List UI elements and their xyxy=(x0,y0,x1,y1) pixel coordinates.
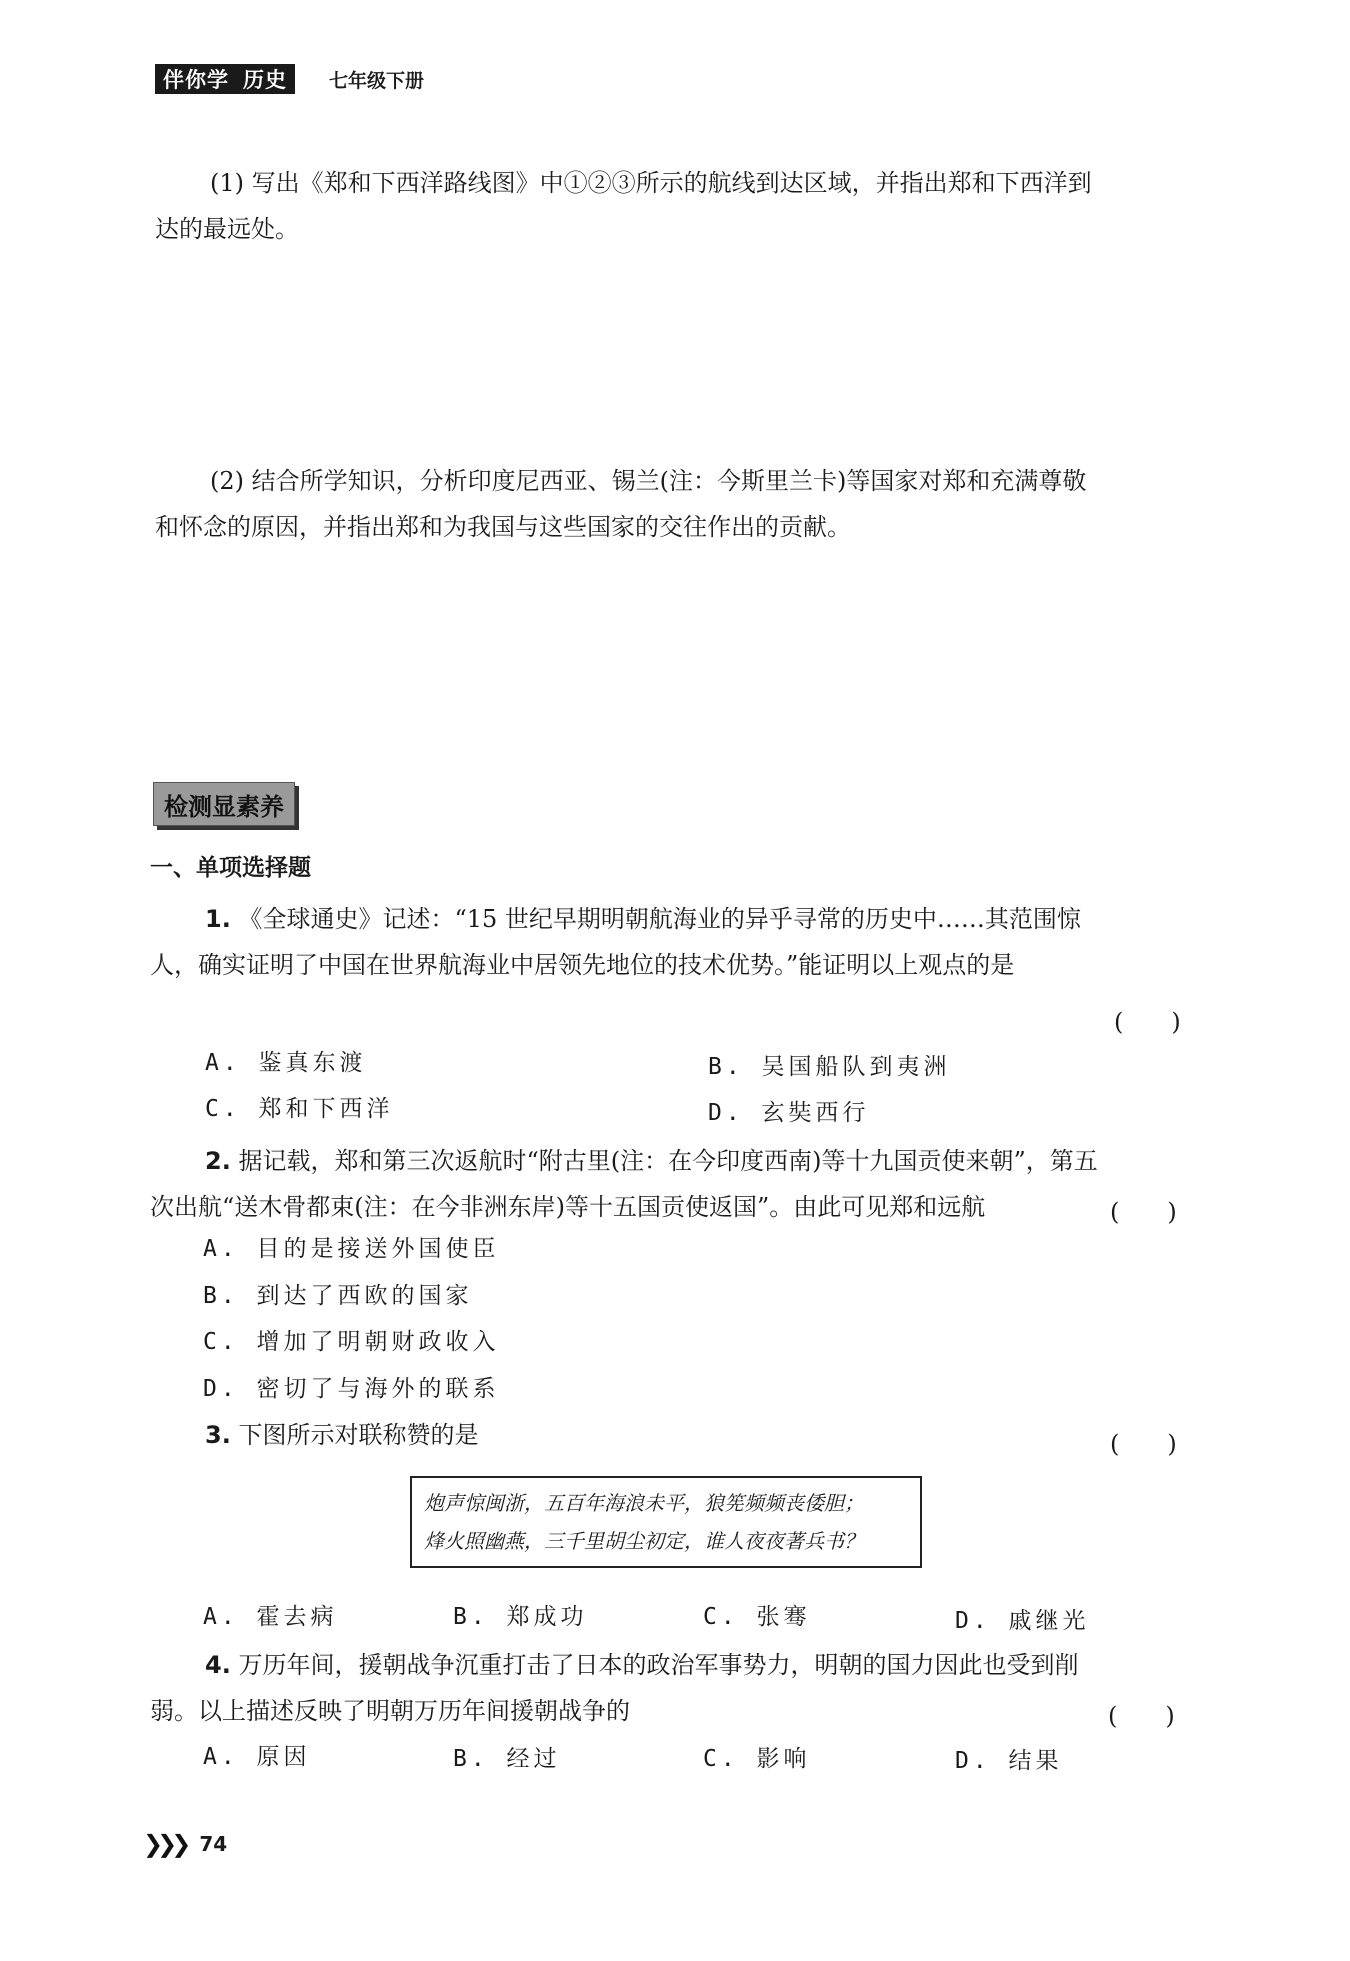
question-3 xyxy=(150,1412,1210,1458)
question-1-line1: 《全球通史》记述：“15 世纪早期明朝航海业的异乎寻常的历史中……其范围惊 xyxy=(238,905,1081,933)
sub-question-2-line2: 和怀念的原因，并指出郑和为我国与这些国家的交往作出的贡献。 xyxy=(155,513,851,541)
sub-question-1-line2: 达的最远处。 xyxy=(155,215,299,243)
couplet-box xyxy=(410,1476,922,1568)
question-2-answer-paren[interactable]: ( ) xyxy=(1110,1198,1177,1226)
question-4-number: 4. xyxy=(205,1651,231,1679)
sub-question-1-line1: (1) 写出《郑和下西洋路线图》中①②③所示的航线到达区域，并指出郑和下西洋到 xyxy=(210,169,1092,197)
question-2-option-c[interactable]: C. 增加了明朝财政收入 xyxy=(203,1329,500,1355)
question-3-number: 3. xyxy=(205,1421,231,1449)
question-2-line1: 据记载，郑和第三次返航时“附古里(注：在今印度西南)等十九国贡使来朝”，第五 xyxy=(238,1147,1098,1175)
sub-question-2-line1: (2) 结合所学知识，分析印度尼西亚、锡兰(注：今斯里兰卡)等国家对郑和充满尊敬 xyxy=(210,467,1087,495)
question-4-option-c[interactable]: C. 影响 xyxy=(703,1746,811,1772)
question-3-line1: 下图所示对联称赞的是 xyxy=(238,1421,479,1449)
header-series-box xyxy=(155,64,295,94)
question-4-option-a[interactable]: A. 原因 xyxy=(203,1744,311,1770)
sub-question-2 xyxy=(155,458,1215,550)
question-4 xyxy=(150,1642,1210,1734)
page-number: 74 xyxy=(199,1832,228,1856)
question-4-answer-paren[interactable]: ( ) xyxy=(1108,1702,1175,1730)
question-1-answer-paren[interactable]: ( ) xyxy=(1114,1008,1181,1036)
section-tag: 检测显素养 xyxy=(153,782,295,826)
section-heading: 一、单项选择题 xyxy=(150,855,311,881)
question-4-option-d[interactable]: D. 结果 xyxy=(955,1748,1063,1774)
question-1-option-d[interactable]: D. 玄奘西行 xyxy=(708,1100,870,1126)
page-footer xyxy=(143,1830,227,1858)
question-2-number: 2. xyxy=(205,1147,231,1175)
question-3-option-b[interactable]: B. 郑成功 xyxy=(453,1604,588,1630)
question-4-line1: 万历年间，援朝战争沉重打击了日本的政治军事势力，明朝的国力因此也受到削 xyxy=(238,1651,1079,1679)
question-2-option-a[interactable]: A. 目的是接送外国使臣 xyxy=(203,1236,500,1262)
question-4-line2: 弱。以上描述反映了明朝万历年间援朝战争的 xyxy=(150,1697,630,1725)
chevron-right-icon: ❯ ❯ ❯ xyxy=(143,1830,186,1858)
header-series: 伴你学 xyxy=(163,68,229,92)
question-3-option-a[interactable]: A. 霍去病 xyxy=(203,1604,338,1630)
sub-question-1 xyxy=(155,160,1215,252)
couplet-line-1: 炮声惊闽浙，五百年海浪未平，狼筅频频丧倭胆； xyxy=(424,1491,864,1515)
question-1-number: 1. xyxy=(205,905,231,933)
header-subject: 历史 xyxy=(243,68,287,92)
couplet-line-2: 烽火照幽燕，三千里胡尘初定，谁人夜夜著兵书？ xyxy=(424,1529,864,1553)
question-2-option-d[interactable]: D. 密切了与海外的联系 xyxy=(203,1376,500,1402)
question-4-option-b[interactable]: B. 经过 xyxy=(453,1746,561,1772)
question-2-line2: 次出航“送木骨都束(注：在今非洲东岸)等十五国贡使返国”。由此可见郑和远航 xyxy=(150,1193,986,1221)
question-2-option-b[interactable]: B. 到达了西欧的国家 xyxy=(203,1283,473,1309)
question-1-line2: 人，确实证明了中国在世界航海业中居领先地位的技术优势。”能证明以上观点的是 xyxy=(150,951,1015,979)
question-2 xyxy=(150,1138,1210,1230)
question-1 xyxy=(150,896,1210,988)
question-3-option-c[interactable]: C. 张骞 xyxy=(703,1604,811,1630)
question-3-answer-paren[interactable]: ( ) xyxy=(1110,1430,1177,1458)
question-3-option-d[interactable]: D. 戚继光 xyxy=(955,1608,1090,1634)
question-1-option-c[interactable]: C. 郑和下西洋 xyxy=(205,1096,394,1122)
question-1-option-a[interactable]: A. 鉴真东渡 xyxy=(205,1050,367,1076)
header-grade: 七年级下册 xyxy=(329,70,425,92)
question-1-option-b[interactable]: B. 吴国船队到夷洲 xyxy=(708,1054,951,1080)
